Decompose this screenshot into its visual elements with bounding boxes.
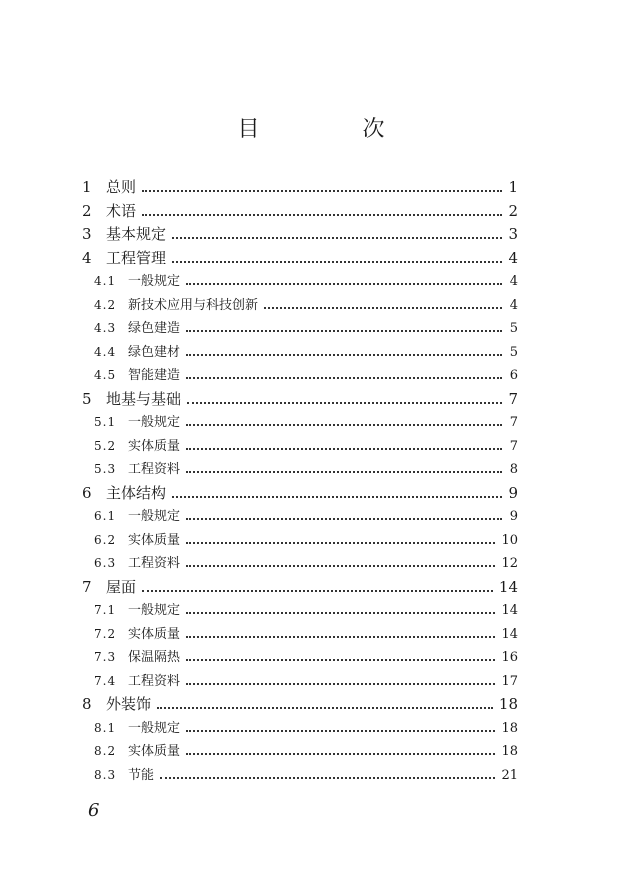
toc-section-row	[94, 294, 518, 313]
toc-page-number: 7	[509, 415, 518, 430]
toc-dot-leader	[186, 636, 495, 638]
toc-section-row	[94, 317, 518, 336]
toc-section-row	[94, 435, 518, 454]
toc-number: 7.4	[94, 673, 117, 688]
toc-label: 实体质量	[128, 744, 181, 759]
toc-page-number: 4	[508, 248, 518, 267]
toc-section-row	[94, 270, 518, 289]
toc-number: 6.3	[94, 556, 117, 570]
toc-page-number: 12	[501, 556, 518, 571]
toc-number: 8.3	[94, 767, 117, 782]
toc-label: 工程资料	[128, 462, 181, 477]
toc-number: 5.1	[94, 415, 117, 429]
toc-label: 绿色建材	[128, 344, 181, 360]
toc-number: 4.4	[94, 344, 117, 359]
toc-dot-leader	[186, 612, 495, 614]
toc-chapter-row	[82, 693, 518, 714]
toc-label: 主体结构	[106, 483, 167, 502]
toc-dot-leader	[186, 659, 495, 661]
toc-label: 工程管理	[106, 248, 167, 267]
toc-dot-leader	[172, 496, 502, 498]
toc-page-number: 5	[509, 321, 518, 336]
toc-chapter-row	[82, 200, 518, 221]
toc-label: 智能建造	[128, 368, 181, 383]
toc-label: 实体质量	[128, 626, 181, 642]
toc-page-number: 14	[498, 577, 518, 596]
toc-section-row	[94, 599, 518, 618]
toc-dot-leader	[186, 683, 495, 685]
toc-number: 3	[82, 225, 92, 243]
toc-number: 7.3	[94, 650, 117, 664]
toc-dot-leader	[142, 190, 502, 192]
toc-label: 实体质量	[128, 532, 181, 548]
toc-page-number: 6	[509, 368, 518, 383]
toc-dot-leader	[186, 730, 495, 732]
toc-label: 屋面	[106, 577, 137, 596]
toc-label: 基本规定	[106, 225, 167, 243]
toc-dot-leader	[142, 590, 493, 592]
toc-label: 地基与基础	[106, 389, 182, 408]
toc-number: 1	[82, 178, 92, 196]
toc-number: 8.2	[94, 744, 117, 758]
toc-page-number: 16	[501, 650, 518, 665]
toc-page-number: 1	[508, 178, 518, 196]
toc-dot-leader	[186, 448, 502, 450]
toc-label: 一般规定	[128, 415, 181, 430]
toc-section-row	[94, 623, 518, 642]
toc-section-row	[94, 364, 518, 383]
toc-label: 一般规定	[128, 603, 181, 618]
toc-page-number: 18	[501, 720, 518, 736]
toc-number: 2	[82, 201, 92, 220]
toc-page-number: 10	[501, 532, 518, 548]
toc-dot-leader	[187, 402, 502, 404]
toc-chapter-row	[82, 482, 518, 503]
toc-label: 一般规定	[128, 509, 181, 524]
page-title: 目 次	[237, 117, 433, 142]
toc-page-number: 3	[508, 225, 518, 243]
toc-dot-leader	[172, 237, 502, 239]
toc-number: 6.1	[94, 509, 117, 523]
toc-dot-leader	[186, 471, 502, 473]
toc-dot-leader	[186, 565, 495, 567]
toc-page-number: 4	[509, 297, 518, 313]
toc-dot-leader	[186, 542, 495, 544]
toc-page-number: 18	[501, 744, 518, 759]
toc-number: 7.1	[94, 603, 117, 617]
toc-page-number: 9	[508, 483, 518, 502]
toc-number: 7.2	[94, 626, 117, 641]
toc-chapter-row	[82, 176, 518, 197]
toc-section-row	[94, 646, 518, 665]
toc-section-row	[94, 458, 518, 477]
toc-dot-leader	[142, 214, 502, 216]
toc-section-row	[94, 341, 518, 360]
toc-page-number: 14	[501, 626, 518, 642]
toc-number: 7	[82, 577, 92, 596]
toc-section-row	[94, 764, 518, 783]
toc-label: 绿色建造	[128, 321, 181, 336]
toc-section-row	[94, 529, 518, 548]
toc-page-number: 2	[508, 201, 518, 220]
toc-label: 术语	[106, 201, 137, 220]
toc-chapter-row	[82, 247, 518, 268]
toc-section-row	[94, 717, 518, 736]
toc-section-row	[94, 552, 518, 571]
toc-dot-leader	[186, 518, 502, 520]
toc-dot-leader	[264, 307, 502, 309]
toc-dot-leader	[160, 777, 495, 779]
toc-page-number: 21	[501, 767, 518, 783]
toc-chapter-row	[82, 388, 518, 409]
toc-number: 4.3	[94, 321, 117, 335]
toc-section-row	[94, 505, 518, 524]
toc-number: 4.2	[94, 297, 117, 312]
toc-page-number: 18	[498, 695, 518, 713]
toc-number: 8.1	[94, 720, 117, 735]
toc-number: 4.1	[94, 274, 117, 288]
toc-number: 4.5	[94, 368, 117, 382]
toc-number: 6.2	[94, 532, 117, 547]
toc-section-row	[94, 411, 518, 430]
toc-page-number: 14	[501, 603, 518, 618]
toc-dot-leader	[186, 330, 502, 332]
toc-label: 总则	[106, 178, 137, 196]
toc-label: 一般规定	[128, 720, 181, 736]
toc-page-number: 7	[508, 389, 518, 408]
toc-number: 6	[82, 483, 92, 502]
toc-section-row	[94, 670, 518, 689]
toc-label: 一般规定	[128, 274, 181, 289]
toc-number: 5.3	[94, 462, 117, 476]
toc-dot-leader	[172, 261, 502, 263]
toc-label: 工程资料	[128, 673, 181, 689]
toc-label: 节能	[128, 767, 155, 783]
toc-page-number: 8	[509, 462, 518, 477]
toc-label: 保温隔热	[128, 650, 181, 665]
toc-dot-leader	[157, 707, 493, 709]
toc-label: 新技术应用与科技创新	[128, 297, 259, 313]
toc-number: 5	[82, 389, 92, 408]
toc-number: 8	[82, 695, 92, 713]
toc-section-row	[94, 740, 518, 759]
page-number: 6	[88, 800, 100, 821]
toc-label: 工程资料	[128, 556, 181, 571]
toc-dot-leader	[186, 753, 495, 755]
toc-page-number: 4	[509, 274, 518, 289]
toc-page-number: 7	[509, 438, 518, 454]
toc-label: 实体质量	[128, 438, 181, 454]
toc-dot-leader	[186, 424, 502, 426]
toc-dot-leader	[186, 377, 502, 379]
toc-label: 外装饰	[106, 695, 152, 713]
toc-chapter-row	[82, 223, 518, 244]
toc-page-number: 17	[501, 673, 518, 689]
toc-chapter-row	[82, 576, 518, 597]
toc-number: 4	[82, 248, 92, 267]
toc-dot-leader	[186, 354, 502, 356]
toc-dot-leader	[186, 283, 502, 285]
toc-page-number: 9	[509, 509, 518, 524]
toc-number: 5.2	[94, 438, 117, 453]
toc-page-number: 5	[509, 344, 518, 360]
